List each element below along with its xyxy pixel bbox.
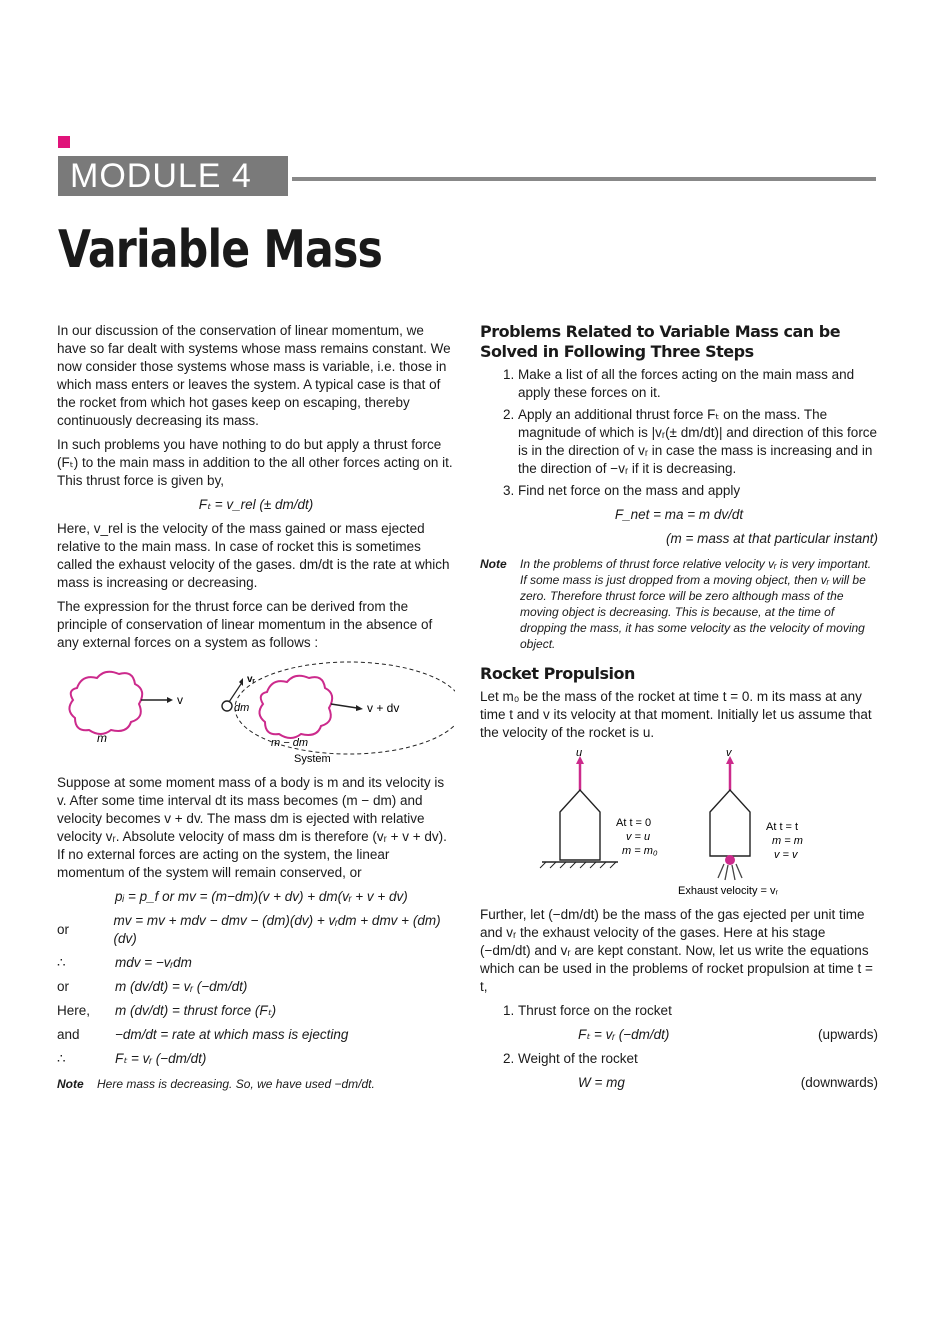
paragraph: Here, v_rel is the velocity of the mass gained or mass ejected relative to the main mass. In case of rocket this is sometimes called the exhaust velocity of the gases. dm/dt is the rate at which mass is increasing or decreasing. <box>57 521 450 590</box>
right-column <box>480 322 878 1098</box>
mass-blob <box>69 672 142 734</box>
label-s1c: m = m₀ <box>622 845 658 857</box>
label-system: System <box>294 753 331 765</box>
list-item-label: Thrust force on the rocket <box>518 1003 672 1018</box>
paragraph: Suppose at some moment mass of a body is m and its velocity is v. After some time interval dt its mass becomes (m − dm) and velocity becomes v + dv. The mass dm is ejected with relative velocity vᵣ. Absolute velocity of mass dm is therefore (vᵣ + v + dv). If no external forces are acting on the system, the linear momentum of the system will remain conserved, or <box>57 775 447 880</box>
equation-prefix: or <box>57 922 70 937</box>
steps-list <box>480 366 878 500</box>
equation: m (dv/dt) = vᵣ (−dm/dt) <box>115 979 248 994</box>
system-diagram <box>57 658 455 768</box>
label-vr: vᵣ <box>247 674 256 685</box>
page-title: Variable Mass <box>58 220 383 280</box>
equation-prefix: ∴ <box>57 1051 66 1066</box>
left-column <box>57 322 455 1100</box>
label-s1a: At t = 0 <box>616 817 652 829</box>
equation-prefix: ∴ <box>57 955 66 970</box>
rocket-shape <box>710 790 750 856</box>
equation-row <box>57 1002 455 1020</box>
equation: W = mg <box>578 1075 625 1090</box>
label-s1b: v = u <box>626 831 651 843</box>
equation: Fₜ = vᵣ (−dm/dt) <box>578 1027 670 1042</box>
equation-list <box>57 888 455 1068</box>
note <box>57 1076 455 1092</box>
paragraph: In our discussion of the conservation of linear momentum, we have so far dealt with systems whose mass remains constant. We now consider those systems whose mass is variable, i.e. those in which mass enters or leaves the system. A typical case is that of the rocket from which hot gases keep on escaping, thereby continuously decreasing its mass. <box>57 323 451 428</box>
list-item <box>518 1050 878 1092</box>
label-m: m <box>97 731 107 745</box>
header-rule <box>292 177 876 181</box>
list-item: 1. Make a list of all the forces acting on the main mass and apply these forces on it. <box>518 366 878 402</box>
equation-prefix: or <box>57 979 70 994</box>
equation: Fₜ = vᵣ (−dm/dt) <box>115 1051 207 1066</box>
rocket-shape <box>560 790 600 860</box>
label-v: v <box>177 693 183 707</box>
module-label: MODULE 4 <box>58 156 288 196</box>
paragraph: In such problems you have nothing to do but apply a thrust force (Fₜ) to the main mass in addition to the all other forces acting on it. This thrust force is given by, <box>57 437 453 488</box>
remaining-mass-blob <box>259 676 332 738</box>
equation-note: (m = mass at that particular instant) <box>666 531 878 546</box>
equation: mdv = −vᵣdm <box>115 955 192 970</box>
rocket-diagram <box>480 748 878 898</box>
note <box>480 556 878 652</box>
note-text: In the problems of thrust force relative velocity vᵣ is very important. If some mass is just dropped from a moving object, then vᵣ will be zero. Therefore thrust force will be zero although mass of the moving object is decreasing. This is because, at the time of dropping the mass, it has some velocity as the velocity of moving object. <box>520 557 872 651</box>
section-heading: Problems Related to Variable Mass can be Solved in Following Three Steps <box>480 322 841 361</box>
label-mdm: m − dm <box>271 737 308 749</box>
equation: mv = mv + mdv − dmv − (dm)(dv) + vᵣdm + dmv + (dm)(dv) <box>113 913 441 946</box>
list-item: 3. Find net force on the mass and apply <box>518 482 878 500</box>
accent-square <box>58 136 70 148</box>
label-s2c: v = v <box>774 849 798 861</box>
direction-tag: (downwards) <box>800 1075 878 1090</box>
equation-row <box>57 888 455 906</box>
list-item-label: Weight of the rocket <box>518 1051 638 1066</box>
equation-row <box>57 1050 455 1068</box>
label-dm: dm <box>234 702 250 714</box>
label-s2b: m = m <box>772 835 803 847</box>
equation-prefix: and <box>57 1027 80 1042</box>
equation-prefix: Here, <box>57 1003 91 1018</box>
note-label: Note <box>480 557 507 571</box>
equation: m (dv/dt) = thrust force (Fₜ) <box>115 1003 277 1018</box>
note-label: Note <box>57 1077 84 1091</box>
equation: −dm/dt = rate at which mass is ejecting <box>115 1027 349 1042</box>
label-s2a: At t = t <box>766 821 799 833</box>
equation: pᵢ = p_f or mv = (m−dm)(v + dv) + dm(vᵣ + v + dv) <box>115 889 408 904</box>
list-item <box>518 1002 878 1044</box>
label-v: v <box>726 748 732 759</box>
label-vdv: v + dv <box>367 701 400 715</box>
equation-row <box>57 1026 455 1044</box>
paragraph: The expression for the thrust force can be derived from the principle of conservation of linear momentum in the absence of any external forces on a system as follows : <box>57 599 433 650</box>
equation-row <box>57 954 455 972</box>
paragraph: Further, let (−dm/dt) be the mass of the gas ejected per unit time and vᵣ the exhaust velocity of the gases. Here at his stage (−dm/dt) and vᵣ are kept constant. Now, let us write the equations which can be used in the problems of rocket propulsion at time t = t, <box>480 907 873 994</box>
paragraph: Let m₀ be the mass of the rocket at time t = 0. m its mass at any time t and v its velocity at that moment. Initially let us assume that the velocity of the rocket is u. <box>480 689 872 740</box>
equation-row <box>57 912 455 948</box>
system-ellipse <box>235 662 455 754</box>
rocket-list <box>480 1002 878 1092</box>
list-item: 2. Apply an additional thrust force Fₜ on the mass. The magnitude of which is |vᵣ(± dm/dt)| and direction of this force is in the direction of vᵣ in case the mass is increasing and in the direction of −vᵣ if it is decreasing. <box>518 406 878 478</box>
equation-thrust: Fₜ = v_rel (± dm/dt) <box>198 497 314 512</box>
label-exhaust: Exhaust velocity = vᵣ <box>678 885 779 897</box>
label-u: u <box>576 748 583 759</box>
note-text: Here mass is decreasing. So, we have used −dm/dt. <box>97 1077 375 1091</box>
equation-net-force: F_net = ma = m dv/dt <box>614 507 744 522</box>
section-heading: Rocket Propulsion <box>480 664 635 683</box>
direction-tag: (upwards) <box>817 1027 878 1042</box>
equation-row <box>57 978 455 996</box>
